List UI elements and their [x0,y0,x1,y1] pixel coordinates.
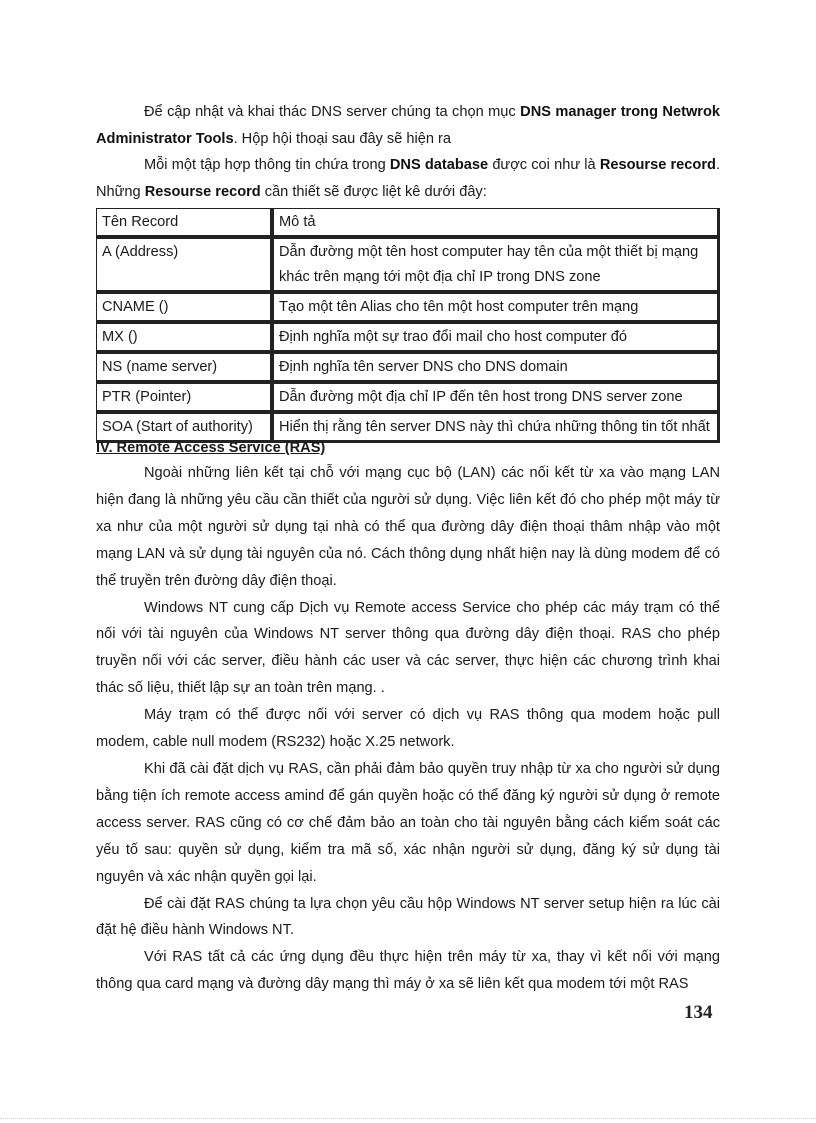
record-description-cell: Định nghĩa một sự trao đổi mail cho host computer đó [273,323,720,353]
text-run: . Những [96,157,720,200]
text-run: Mỗi một tập hợp thông tin chứa trong [144,157,390,173]
bold-term: Resourse record [599,157,716,173]
body-paragraph: Khi đã cài đặt dịch vụ RAS, cần phải đảm bảo quyền truy nhập từ xa cho người sử dụng bằng tiện ích remote access amind để gán quyền hoặc có thể đăng ký người sử dụng ở remote access server. RAS cũng có cơ chế đảm bảo an toàn cho tài nguyên bằng cách kiểm soát các yếu tố sau: quyền sử dụng, kiểm tra mã số, xác nhận người sử dụng, đăng ký sử dụng tài nguyên và xác nhận quyền gọi lại. [96,760,720,885]
record-name-cell: SOA (Start of authority) [96,413,273,443]
intro-paragraph-2 [96,152,720,205]
table-row [96,323,720,353]
record-name-cell: PTR (Pointer) [96,383,273,413]
record-description-cell: Tạo một tên Alias cho tên một host computer trên mạng [273,293,720,323]
page-number: 134 [684,1002,713,1023]
bold-term: DNS manager trong Netwrok Administrator Tools [96,104,721,147]
body-paragraph: Với RAS tất cả các ứng dụng đều thực hiện trên máy từ xa, thay vì kết nối với mạng thông qua card mạng và đường dây mạng thì máy ở xa sẽ liên kết qua modem tới một RAS [96,949,720,993]
page-bottom-edge [0,1118,816,1120]
text-run: được coi như là [488,157,600,173]
record-name-cell: A (Address) [96,238,273,293]
body-paragraph: Windows NT cung cấp Dịch vụ Remote access Service cho phép các máy trạm có thể nối với tài nguyên của Windows NT server thông qua đường dây điện thoại. RAS cho phép truyền nối với các server, điều hành các user và các server, thực hiện các chương trình khai thác số liệu, thiết lập sự an toàn trên mạng. . [96,599,720,697]
table-row [96,353,720,383]
record-description-cell: Dẫn đường một tên host computer hay tên của một thiết bị mạng khác trên mạng tới một địa chỉ IP trong DNS zone [273,238,720,293]
header-cell-record-name: Tên Record [96,208,273,238]
record-description-cell: Định nghĩa tên server DNS cho DNS domain [273,353,720,383]
table-row [96,383,720,413]
bold-term: DNS database [389,157,489,173]
body-paragraph: Máy trạm có thể được nối với server có dịch vụ RAS thông qua modem hoặc pull modem, cable null modem (RS232) hoặc X.25 network. [96,707,720,751]
bold-term: Resourse record [144,183,261,200]
header-cell-description: Mô tả [273,208,720,238]
table-header-row [96,208,720,238]
record-name-cell: CNAME () [96,293,273,323]
text-run: . Hộp hội thoại sau đây sẽ hiện ra [233,130,452,147]
text-run: Để cập nhật và khai thác DNS server chúng ta chọn mục [144,104,521,120]
section-heading: IV. Remote Access Service (RAS) [96,440,326,456]
table-row [96,238,720,293]
resource-record-table [96,208,720,443]
table-row [96,293,720,323]
body-paragraph: Ngoài những liên kết tại chỗ với mạng cục bộ (LAN) các nối kết từ xa vào mạng LAN hiện đang là những yêu cầu cần thiết của người sử dụng. Việc liên kết đó cho phép một máy từ xa như của một người sử dụng tại nhà có thể qua đường dây điện thoại thâm nhập vào một mạng LAN và sử dụng tài nguyên của nó. Cách thông dụng nhất hiện nay là dùng modem để có thể truyền trên đường dây điện thoại. [96,465,720,589]
section-body [96,460,720,998]
record-name-cell: MX () [96,323,273,353]
intro-paragraph-1 [96,99,720,152]
text-run: cần thiết sẽ được liệt kê dưới đây: [260,183,487,200]
body-paragraph: Để cài đặt RAS chúng ta lựa chọn yêu cầu hộp Windows NT server setup hiện ra lúc cài đặt hệ điều hành Windows NT. [96,895,720,939]
record-description-cell: Hiển thị rằng tên server DNS này thì chứa những thông tin tốt nhất [273,413,720,443]
record-description-cell: Dẫn đường một địa chỉ IP đến tên host trong DNS server zone [273,383,720,413]
record-name-cell: NS (name server) [96,353,273,383]
